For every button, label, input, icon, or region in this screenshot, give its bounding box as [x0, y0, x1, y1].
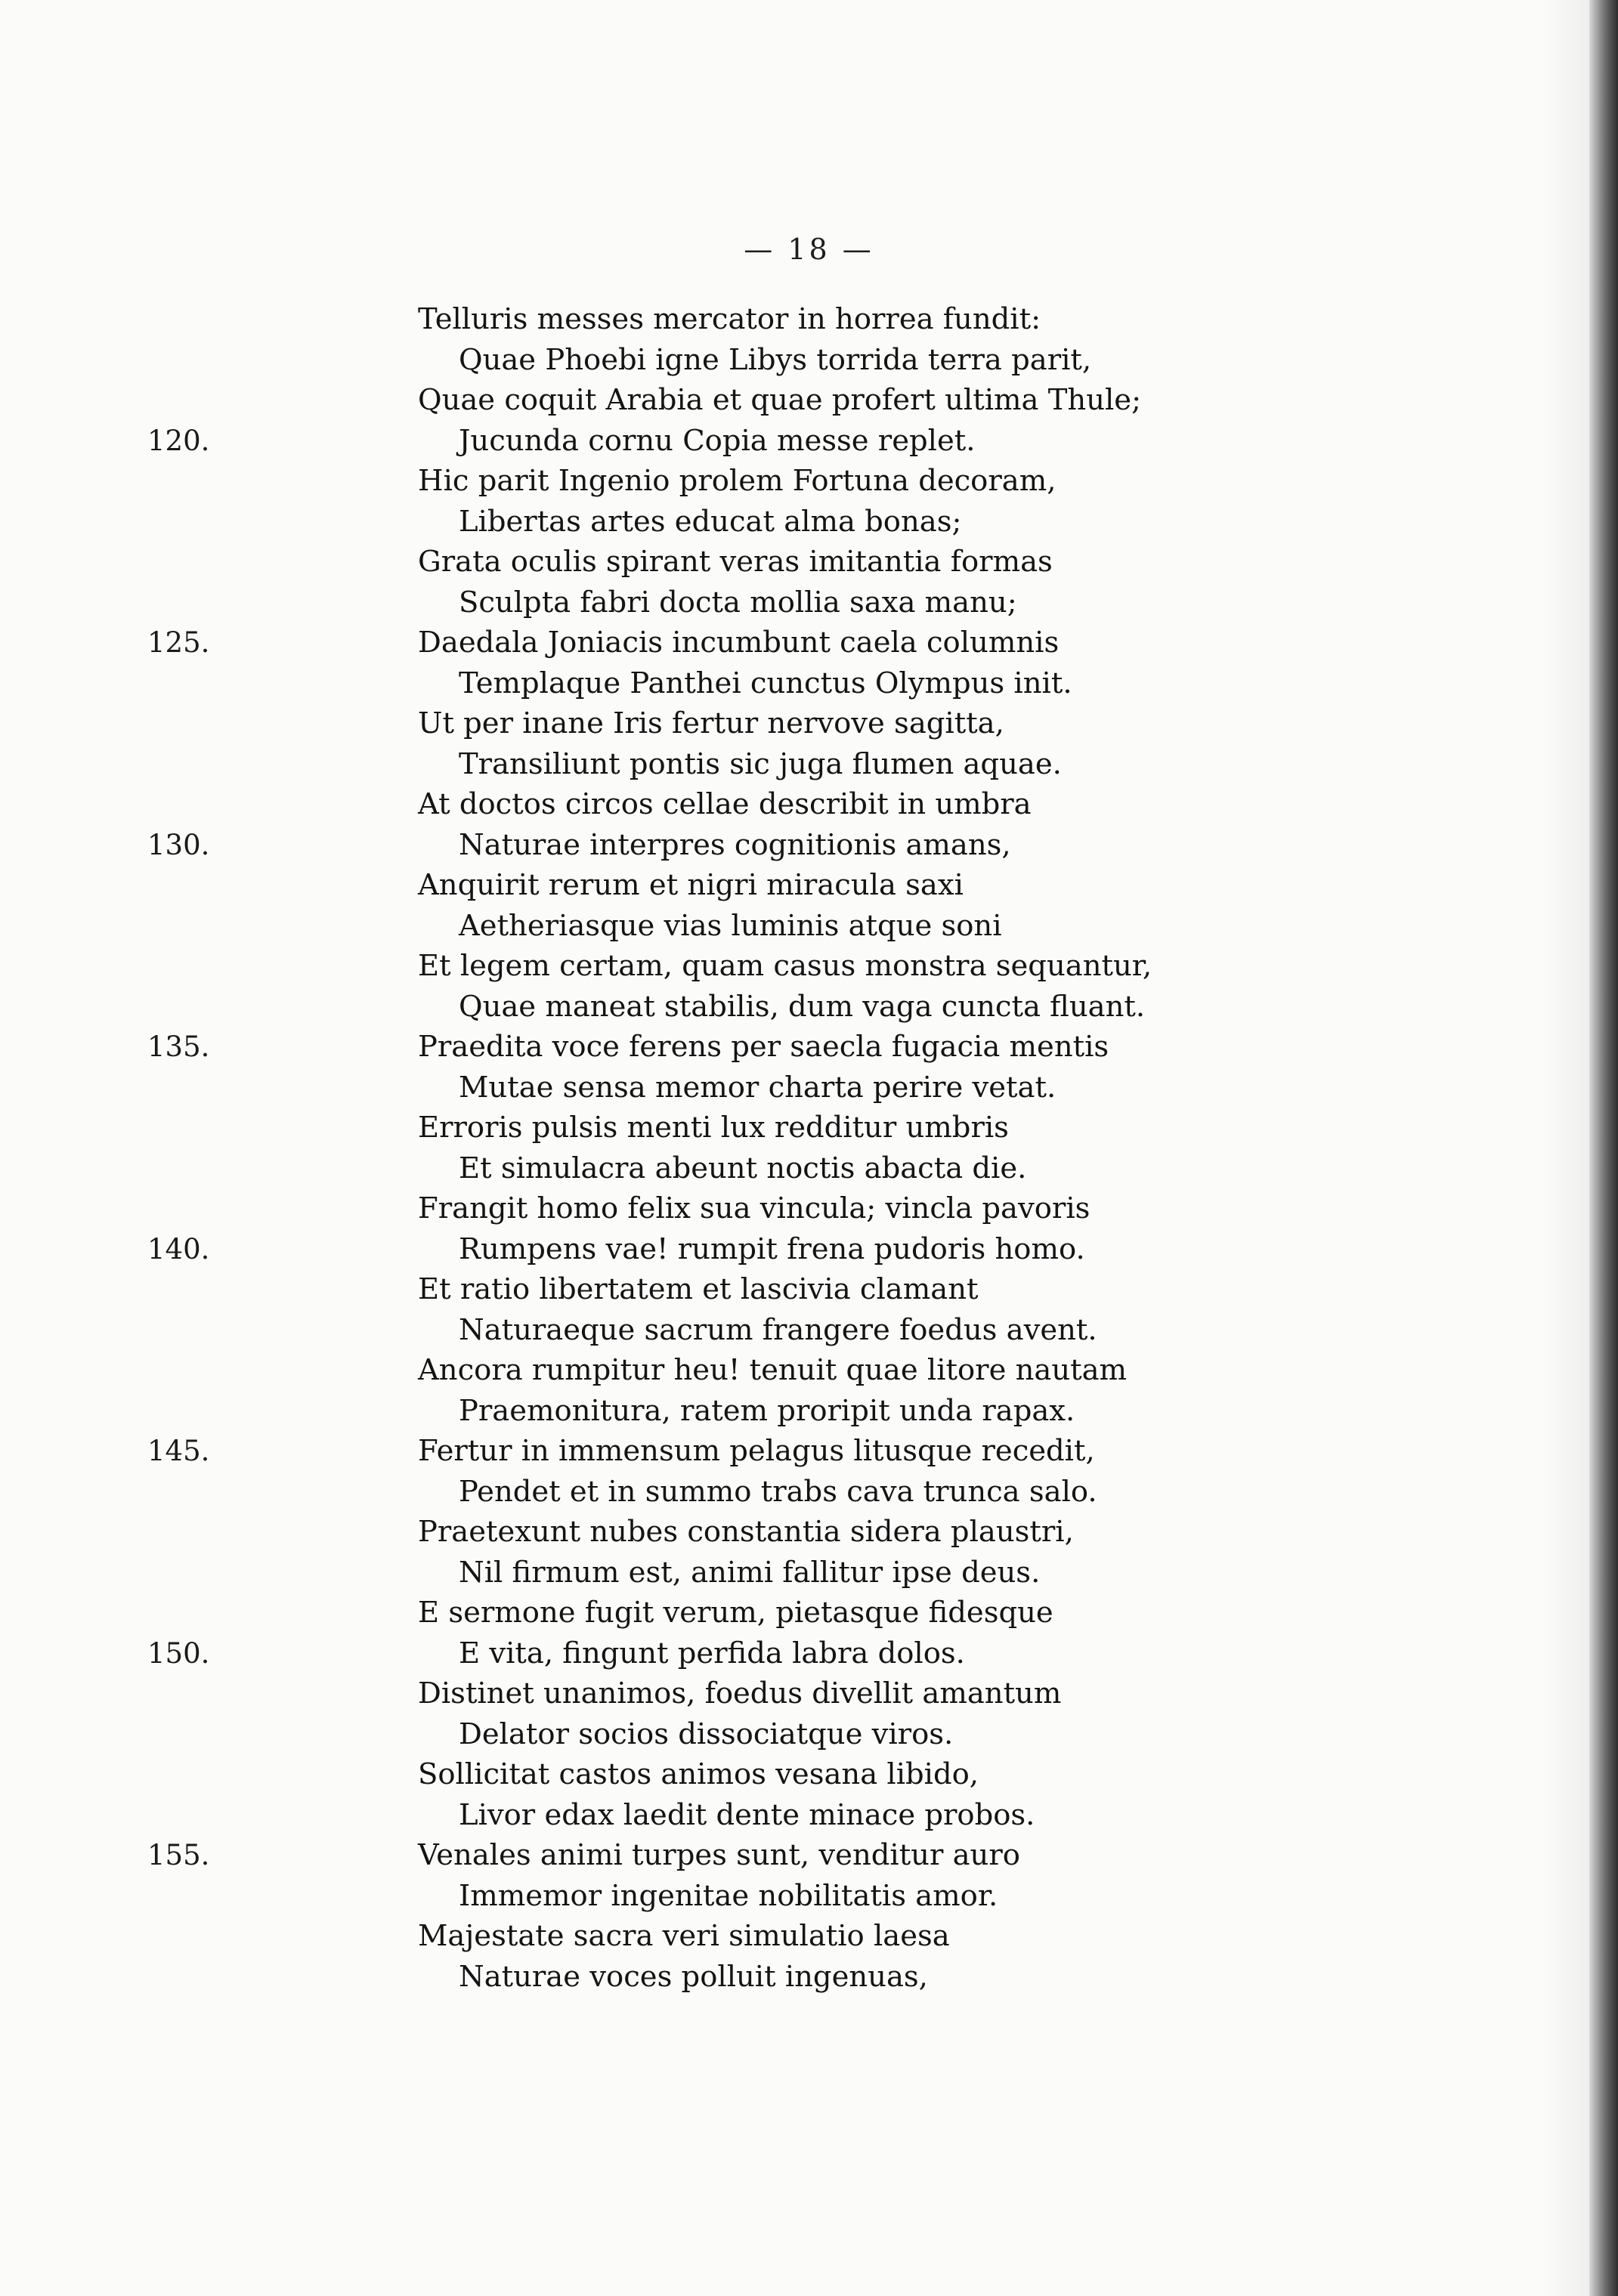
- verse-text: Grata oculis spirant veras imitantia formas: [418, 545, 1053, 579]
- verse-line: [0, 1229, 1557, 1270]
- verse-text: Libertas artes educat alma bonas;: [459, 504, 962, 539]
- verse-text: Naturae interpres cognitionis amans,: [459, 827, 1011, 862]
- verse-text: Quae maneat stabilis, dum vaga cuncta fluant.: [459, 989, 1146, 1024]
- verse-text: Majestate sacra veri simulatio laesa: [418, 1919, 950, 1953]
- verse-line: [0, 502, 1557, 542]
- verse-text: Fertur in immensum pelagus litusque recedit,: [418, 1434, 1095, 1468]
- verse-line: [0, 1916, 1557, 1957]
- line-number: 150.: [147, 1636, 210, 1670]
- verse-text: Et legem certam, quam casus monstra sequantur,: [418, 949, 1152, 983]
- verse-line: [0, 1188, 1557, 1229]
- verse-line: [0, 542, 1557, 582]
- verse-line: [0, 1512, 1557, 1553]
- verse-line: [0, 1754, 1557, 1795]
- page-edge: [1589, 0, 1618, 2296]
- verse-text: Et simulacra abeunt noctis abacta die.: [459, 1151, 1027, 1185]
- verse-text: Mutae sensa memor charta perire vetat.: [459, 1070, 1056, 1105]
- verse-text: Telluris messes mercator in horrea fundit:: [418, 302, 1041, 336]
- page-number: — 18 —: [744, 233, 874, 266]
- verse-line: [0, 1269, 1557, 1310]
- verse-text: E vita, fingunt perfida labra dolos.: [459, 1636, 965, 1670]
- verse-text: Delator socios dissociatque viros.: [459, 1717, 954, 1751]
- verse-text: Venales animi turpes sunt, venditur auro: [418, 1838, 1020, 1872]
- verse-line: [0, 1593, 1557, 1633]
- verse-line: [0, 1472, 1557, 1513]
- verse-text: Anquirit rerum et nigri miracula saxi: [418, 868, 964, 902]
- verse-line: [0, 703, 1557, 744]
- line-number: 155.: [147, 1839, 210, 1871]
- verse-line: [0, 421, 1557, 462]
- verse-line: [0, 1350, 1557, 1391]
- verse-line: [0, 1310, 1557, 1351]
- verse-text: E sermone fugit verum, pietasque fidesque: [418, 1596, 1053, 1630]
- verse-text: Immemor ingenitae nobilitatis amor.: [459, 1878, 998, 1913]
- line-number: 130.: [147, 828, 210, 861]
- verse-line: [0, 299, 1557, 340]
- verse-text: Livor edax laedit dente minace probos.: [459, 1797, 1035, 1832]
- verse-text: Distinet unanimos, foedus divellit amantum: [418, 1676, 1062, 1710]
- verse-text: Praetexunt nubes constantia sidera plaustri,: [418, 1515, 1074, 1549]
- verse-line: [0, 623, 1557, 663]
- verse-line: [0, 1876, 1557, 1917]
- verse-text: Ancora rumpitur heu! tenuit quae litore nautam: [418, 1353, 1128, 1387]
- verse-line: [0, 1633, 1557, 1674]
- verse-text: Praedita voce ferens per saecla fugacia mentis: [418, 1030, 1109, 1064]
- verse-text: Transiliunt pontis sic juga flumen aquae.: [459, 746, 1062, 781]
- verse-line: [0, 946, 1557, 987]
- verse-line: [0, 1431, 1557, 1472]
- verse-line: [0, 784, 1557, 825]
- verse-text: Quae Phoebi igne Libys torrida terra parit,: [459, 342, 1092, 377]
- verse-text: Ut per inane Iris fertur nervove sagitta,: [418, 706, 1004, 740]
- verse-line: [0, 987, 1557, 1027]
- verse-text: Nil firmum est, animi fallitur ipse deus.: [459, 1555, 1041, 1590]
- verse-line: [0, 461, 1557, 502]
- verse-line: [0, 1553, 1557, 1593]
- verse-line: [0, 1714, 1557, 1755]
- verse-line: [0, 380, 1557, 421]
- verse-text: Hic parit Ingenio prolem Fortuna decoram,: [418, 464, 1056, 498]
- verse-text: Daedala Joniacis incumbunt caela columnis: [418, 626, 1060, 660]
- verse-line: [0, 340, 1557, 381]
- line-number: 140.: [147, 1232, 210, 1265]
- verse-text: Naturae voces polluit ingenuas,: [459, 1959, 928, 1994]
- verse-text: Praemonitura, ratem proripit unda rapax.: [459, 1393, 1075, 1428]
- verse-line: [0, 744, 1557, 785]
- verse-line: [0, 1068, 1557, 1108]
- line-number: 120.: [147, 424, 210, 457]
- verse-text: Jucunda cornu Copia messe replet.: [459, 423, 976, 458]
- verse-line: [0, 1391, 1557, 1432]
- verse-text: Sculpta fabri docta mollia saxa manu;: [459, 585, 1017, 620]
- verse-text: Templaque Panthei cunctus Olympus init.: [459, 666, 1072, 700]
- verse-text: Quae coquit Arabia et quae profert ultima Thule;: [418, 383, 1142, 417]
- verse-line: [0, 1108, 1557, 1148]
- line-number: 125.: [147, 626, 210, 659]
- line-number: 135.: [147, 1031, 210, 1063]
- verse-text: At doctos circos cellae describit in umbra: [418, 787, 1032, 821]
- poem-body: [0, 299, 1557, 1997]
- verse-line: [0, 582, 1557, 623]
- verse-text: Sollicitat castos animos vesana libido,: [418, 1757, 979, 1791]
- verse-line: [0, 1957, 1557, 1998]
- verse-line: [0, 906, 1557, 947]
- verse-text: Frangit homo felix sua vincula; vincla pavoris: [418, 1191, 1091, 1225]
- verse-line: [0, 663, 1557, 704]
- verse-line: [0, 1835, 1557, 1876]
- verse-text: Erroris pulsis menti lux redditur umbris: [418, 1111, 1009, 1145]
- verse-text: Aetheriasque vias luminis atque soni: [459, 908, 1002, 943]
- verse-line: [0, 1148, 1557, 1189]
- verse-line: [0, 1027, 1557, 1068]
- verse-line: [0, 865, 1557, 906]
- verse-text: Pendet et in summo trabs cava trunca salo.: [459, 1474, 1097, 1509]
- verse-line: [0, 1673, 1557, 1714]
- verse-text: Et ratio libertatem et lascivia clamant: [418, 1272, 979, 1306]
- verse-line: [0, 1795, 1557, 1836]
- verse-line: [0, 825, 1557, 866]
- verse-text: Naturaeque sacrum frangere foedus avent.: [459, 1312, 1097, 1347]
- verse-text: Rumpens vae! rumpit frena pudoris homo.: [459, 1231, 1085, 1266]
- line-number: 145.: [147, 1435, 210, 1467]
